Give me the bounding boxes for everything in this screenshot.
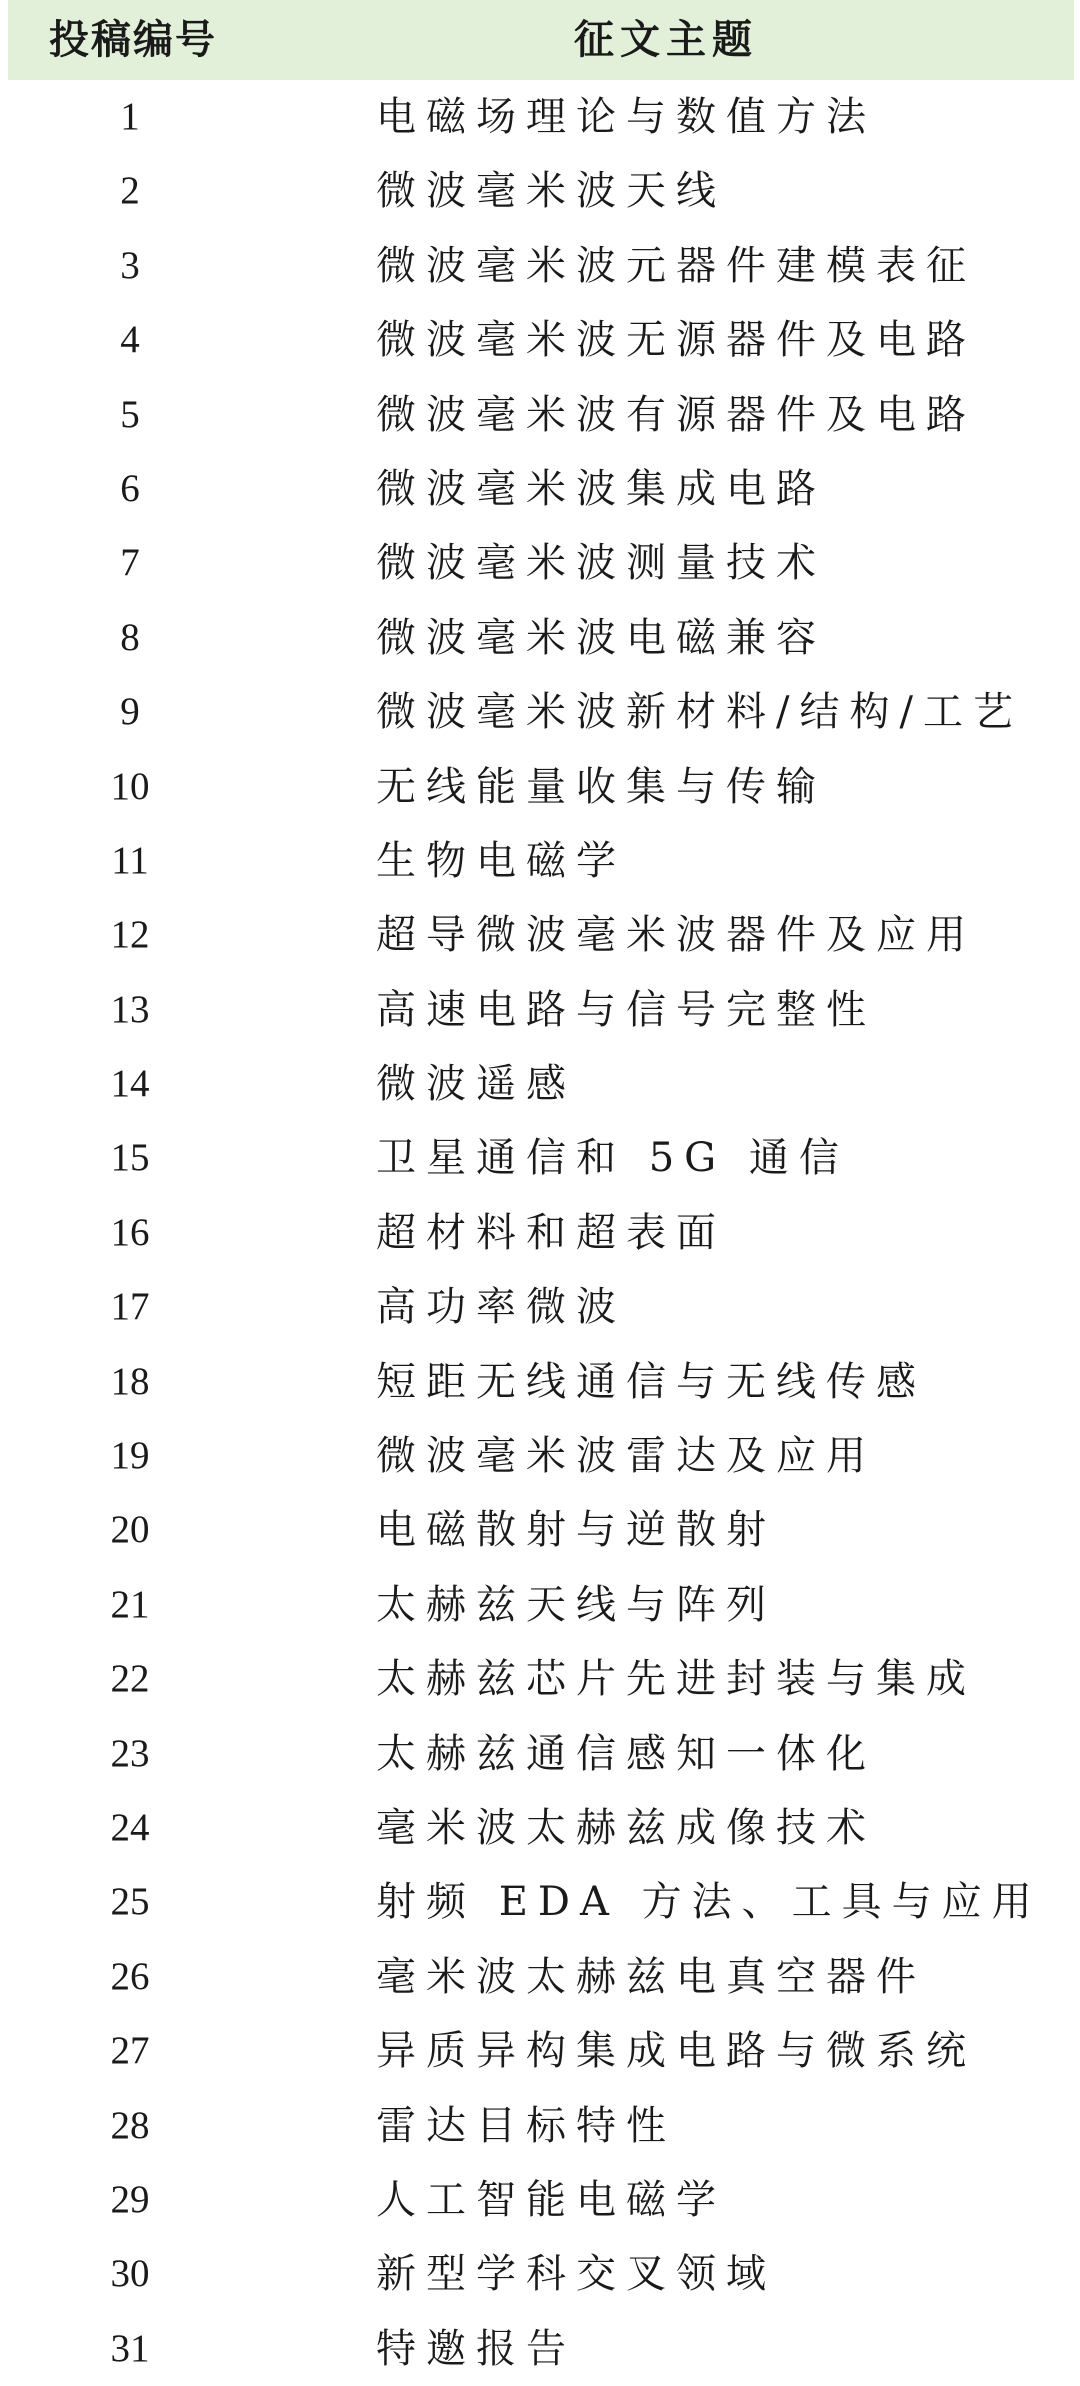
topic-title: 高速电路与信号完整性 — [376, 986, 876, 1033]
topic-title: 太赫兹芯片先进封装与集成 — [376, 1656, 976, 1703]
table-row — [0, 1270, 1080, 1344]
table-row — [0, 2089, 1080, 2163]
header-submission-number: 投稿编号 — [49, 16, 217, 63]
submission-number: 9 — [120, 690, 140, 734]
topic-title: 毫米波太赫兹成像技术 — [376, 1804, 876, 1851]
topic-title: 微波遥感 — [376, 1061, 576, 1108]
topic-title: 微波毫米波集成电路 — [376, 465, 826, 512]
table-header — [8, 0, 1074, 80]
submission-number: 1 — [120, 95, 140, 138]
submission-number: 30 — [110, 2252, 150, 2296]
table-row — [0, 1493, 1080, 1567]
submission-number: 6 — [120, 466, 140, 510]
table-row — [0, 2312, 1080, 2386]
submission-number: 19 — [110, 1434, 150, 1478]
table-row — [0, 1642, 1080, 1716]
topic-title: 微波毫米波元器件建模表征 — [376, 242, 976, 289]
submission-number: 27 — [110, 2029, 150, 2073]
topic-title: 微波毫米波测量技术 — [376, 540, 826, 587]
submission-number: 7 — [120, 541, 140, 585]
table-row — [0, 229, 1080, 303]
table-row — [0, 1419, 1080, 1493]
submission-number: 15 — [110, 1136, 150, 1180]
topic-title: 微波毫米波天线 — [376, 168, 726, 215]
table-row — [0, 378, 1080, 452]
topic-title: 新型学科交叉领域 — [376, 2251, 776, 2298]
topic-title: 微波毫米波新材料/结构/工艺 — [376, 689, 1023, 736]
table-row — [0, 2237, 1080, 2311]
topic-title: 射频 EDA 方法、工具与应用 — [376, 1879, 1042, 1926]
table-row — [0, 1791, 1080, 1865]
submission-number: 4 — [120, 318, 140, 362]
topic-title: 微波毫米波无源器件及电路 — [376, 317, 976, 364]
submission-number: 22 — [110, 1657, 150, 1701]
submission-number: 29 — [110, 2177, 150, 2221]
table-row — [0, 452, 1080, 526]
topic-title: 超材料和超表面 — [376, 1209, 726, 1256]
topic-title: 超导微波毫米波器件及应用 — [376, 912, 976, 959]
submission-number: 20 — [110, 1508, 150, 1552]
submission-number: 17 — [110, 1285, 150, 1329]
submission-number: 31 — [110, 2326, 150, 2370]
topic-title: 电磁散射与逆散射 — [376, 1507, 776, 1554]
topic-title: 特邀报告 — [376, 2325, 576, 2372]
topic-title: 微波毫米波电磁兼容 — [376, 614, 826, 661]
table-row — [0, 1865, 1080, 1939]
table-row — [0, 1196, 1080, 1270]
submission-number: 14 — [110, 1062, 150, 1106]
topic-title: 电磁场理论与数值方法 — [376, 94, 876, 140]
submission-number: 10 — [110, 764, 150, 808]
topic-title: 太赫兹通信感知一体化 — [376, 1730, 876, 1777]
topic-title: 无线能量收集与传输 — [376, 763, 826, 810]
topic-title: 人工智能电磁学 — [376, 2176, 726, 2223]
submission-number: 21 — [110, 1582, 150, 1626]
submission-number: 24 — [110, 1805, 150, 1849]
topic-title: 生物电磁学 — [376, 837, 626, 884]
table-body — [0, 80, 1080, 2386]
submission-number: 23 — [110, 1731, 150, 1775]
header-topic: 征文主题 — [574, 16, 758, 63]
submission-number: 25 — [110, 1880, 150, 1924]
submission-number: 28 — [110, 2103, 150, 2147]
table-row — [0, 303, 1080, 377]
table-row — [0, 1717, 1080, 1791]
submission-number: 3 — [120, 243, 140, 287]
table-row — [0, 973, 1080, 1047]
topic-title: 太赫兹天线与阵列 — [376, 1581, 776, 1628]
submission-number: 18 — [110, 1359, 150, 1403]
topic-title: 短距无线通信与无线传感 — [376, 1358, 926, 1405]
table-row — [0, 2163, 1080, 2237]
table-row — [0, 675, 1080, 749]
submission-number: 5 — [120, 392, 140, 436]
table-row — [0, 1047, 1080, 1121]
submission-number: 11 — [111, 838, 149, 882]
table-row — [0, 2014, 1080, 2088]
submission-number: 13 — [110, 987, 150, 1031]
topic-title: 卫星通信和 5G 通信 — [376, 1135, 849, 1182]
table-row — [0, 898, 1080, 972]
table-row — [0, 824, 1080, 898]
topic-title: 高功率微波 — [376, 1284, 626, 1331]
submission-number: 2 — [120, 169, 140, 213]
table-row — [0, 601, 1080, 675]
table-row — [0, 154, 1080, 228]
table-row — [0, 1568, 1080, 1642]
table-row — [0, 80, 1080, 154]
topic-title: 微波毫米波雷达及应用 — [376, 1433, 876, 1480]
table-row — [0, 1345, 1080, 1419]
submission-number: 8 — [120, 615, 140, 659]
table-row — [0, 1940, 1080, 2014]
table-row — [0, 526, 1080, 600]
submission-number: 12 — [110, 913, 150, 957]
topic-title: 毫米波太赫兹电真空器件 — [376, 1953, 926, 2000]
submission-number: 16 — [110, 1210, 150, 1254]
topic-title: 微波毫米波有源器件及电路 — [376, 391, 976, 438]
table-row — [0, 1121, 1080, 1195]
topic-title: 异质异构集成电路与微系统 — [376, 2028, 976, 2075]
submission-number: 26 — [110, 1954, 150, 1998]
topic-title: 雷达目标特性 — [376, 2102, 676, 2149]
table-row — [0, 750, 1080, 824]
